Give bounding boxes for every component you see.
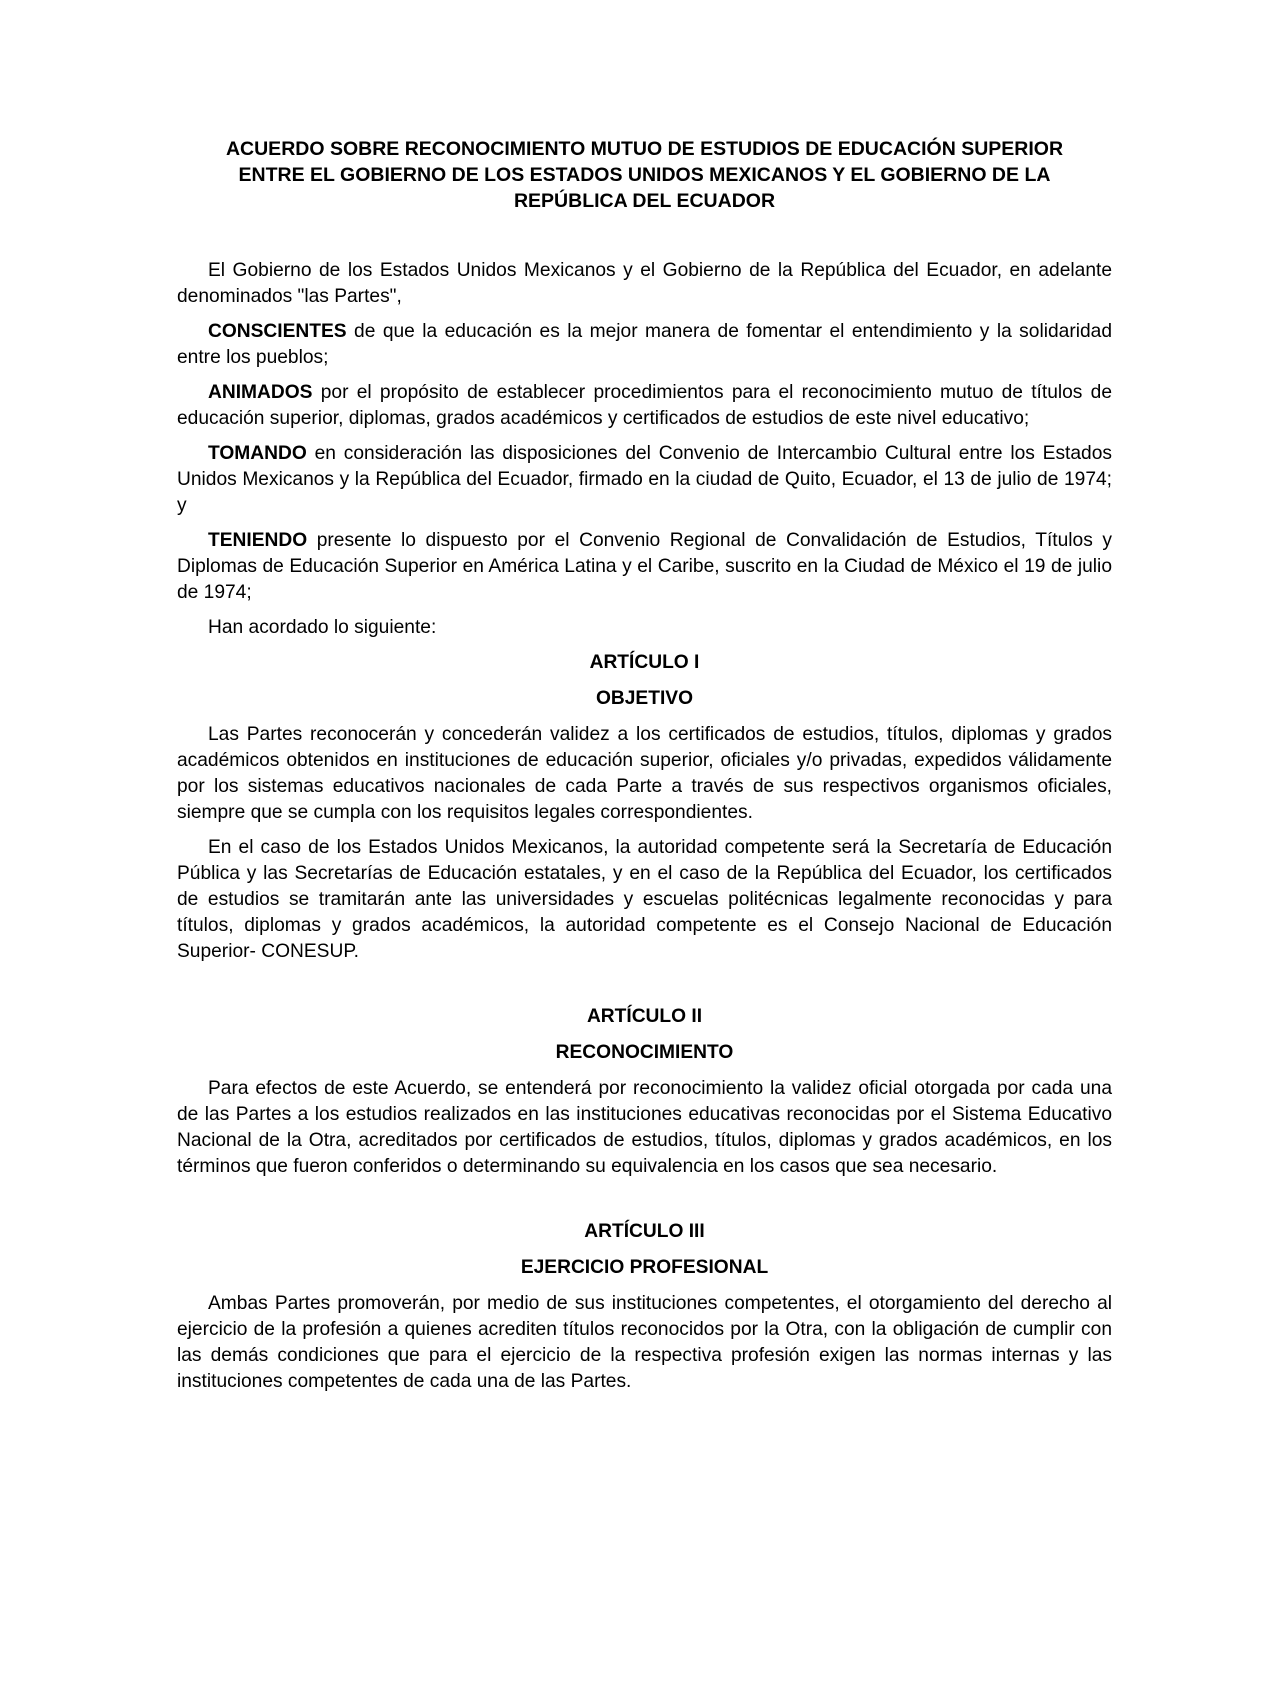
title-line: REPÚBLICA DEL ECUADOR bbox=[513, 190, 776, 212]
article-1-subheading: OBJETIVO bbox=[595, 688, 694, 709]
preamble-conscientes bbox=[177, 319, 1112, 371]
title-line: ACUERDO SOBRE RECONOCIMIENTO MUTUO DE ESTUDIOS DE EDUCACIÓN SUPERIOR bbox=[225, 138, 1064, 160]
preamble-animados bbox=[177, 380, 1112, 432]
preamble-teniendo bbox=[177, 528, 1112, 606]
clause-lead: TOMANDO bbox=[208, 443, 307, 464]
clause-text: de que la educación es la mejor manera de fomentar el entendimiento y la solidaridad entre los pueblos; bbox=[177, 321, 1112, 368]
section-spacer bbox=[177, 974, 1112, 1004]
article-1-paragraph: En el caso de los Estados Unidos Mexicanos, la autoridad competente será la Secretaría de Educación Pública y las Secretarías de Educación estatales, y en el caso de la República del Ecuador, los certificados de estudios se tramitarán ante las universidades y escuelas politécnicas legalmente reconocidas y para títulos, diplomas y grados académicos, la autoridad competente es el Consejo Nacional de Educación Superior- CONESUP. bbox=[177, 837, 1112, 962]
clause-lead: CONSCIENTES bbox=[208, 321, 347, 342]
preamble-intro: El Gobierno de los Estados Unidos Mexicanos y el Gobierno de la República del Ecuador, en adelante denominados "las Partes", bbox=[177, 260, 1112, 307]
article-1-paragraph: Las Partes reconocerán y concederán validez a los certificados de estudios, títulos, diplomas y grados académicos obtenidos en instituciones de educación superior, oficiales y/o privadas, expedidos válidamente por los sistemas educativos nacionales de cada Parte a través de sus respectivos organismos oficiales, siempre que se cumpla con los requisitos legales correspondientes. bbox=[177, 724, 1112, 823]
clause-lead: ANIMADOS bbox=[208, 382, 313, 403]
title-line: ENTRE EL GOBIERNO DE LOS ESTADOS UNIDOS MEXICANOS Y EL GOBIERNO DE LA bbox=[238, 164, 1051, 186]
article-3-heading: ARTÍCULO III bbox=[584, 1221, 705, 1242]
article-1-heading: ARTÍCULO I bbox=[589, 652, 700, 673]
preamble-tomando bbox=[177, 441, 1112, 519]
clause-lead: TENIENDO bbox=[208, 530, 308, 551]
clause-text: en consideración las disposiciones del Convenio de Intercambio Cultural entre los Estados Unidos Mexicanos y la República del Ecuador, firmado en la ciudad de Quito, Ecuador, el 13 de julio de 1974; y bbox=[177, 443, 1112, 516]
article-2-heading: ARTÍCULO II bbox=[586, 1006, 703, 1027]
section-spacer bbox=[177, 1189, 1112, 1219]
clause-text: presente lo dispuesto por el Convenio Regional de Convalidación de Estudios, Títulos y Diplomas de Educación Superior en América Latina y el Caribe, suscrito en la Ciudad de México el 19 de julio de 1974; bbox=[177, 530, 1112, 603]
article-2-paragraph: Para efectos de este Acuerdo, se entenderá por reconocimiento la validez oficial otorgada por cada una de las Partes a los estudios realizados en las instituciones educativas reconocidas por el Sistema Educativo Nacional de la Otra, acreditados por certificados de estudios, títulos, diplomas y grados académicos, en los términos que fueron conferidos o determinando su equivalencia en los casos que sea necesario. bbox=[177, 1078, 1112, 1177]
article-2-subheading: RECONOCIMIENTO bbox=[555, 1042, 734, 1063]
document-title bbox=[177, 136, 1112, 214]
article-3-paragraph: Ambas Partes promoverán, por medio de sus instituciones competentes, el otorgamiento del derecho al ejercicio de la profesión a quienes acrediten títulos reconocidos por la Otra, con la obligación de cumplir con las demás condiciones que para el ejercicio de la respectiva profesión exigen las normas internas y las instituciones competentes de cada una de las Partes. bbox=[177, 1293, 1112, 1392]
article-3-subheading: EJERCICIO PROFESIONAL bbox=[520, 1257, 769, 1278]
preamble-agreed: Han acordado lo siguiente: bbox=[208, 617, 437, 638]
clause-text: por el propósito de establecer procedimientos para el reconocimiento mutuo de títulos de educación superior, diplomas, grados académicos y certificados de estudios de este nivel educativo; bbox=[177, 382, 1112, 429]
